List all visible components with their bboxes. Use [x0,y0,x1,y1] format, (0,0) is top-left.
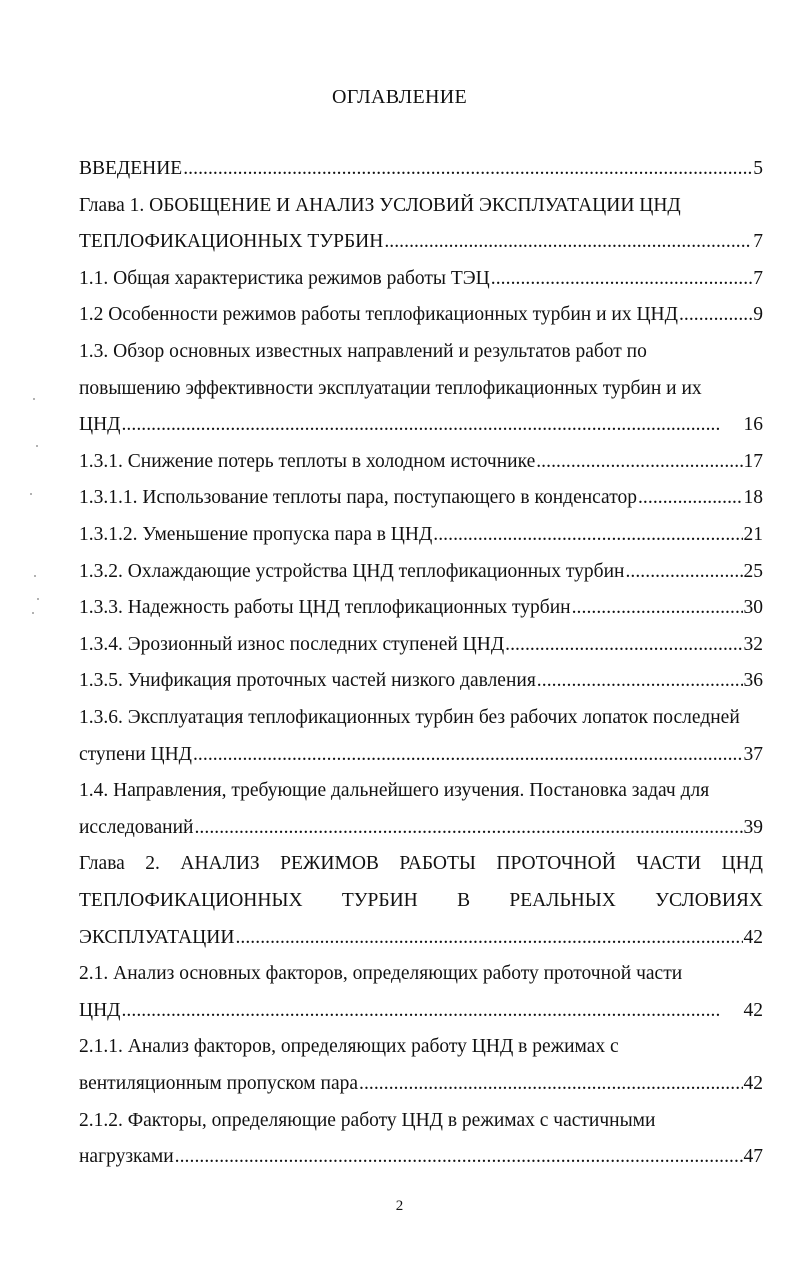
toc-line [79,1033,763,1061]
toc-entry-text: ЭКСПЛУАТАЦИИ [79,926,235,948]
dot-leader [121,411,742,439]
toc-word: АНАЛИЗ [180,853,260,875]
scan-speck [37,598,39,600]
toc-line [79,411,763,439]
dot-leader [175,1143,743,1171]
toc-word: 2. [145,853,160,875]
toc-line [79,155,763,183]
toc-word: ТУРБИН [341,890,418,911]
toc-entry-text: 1.3.2. Охлаждающие устройства ЦНД теплофикационных турбин [79,560,625,582]
dot-leader [193,741,743,769]
scan-speck [30,493,32,495]
toc-entry-text: 1.3.1. Снижение потерь теплоты в холодном источнике [79,450,536,472]
toc-entry-text: ВВЕДЕНИЕ [79,158,183,179]
toc-page-number: 17 [743,450,763,472]
toc-line [79,777,763,805]
toc-line [79,924,763,952]
toc-line [79,228,763,256]
toc-page-number: 42 [743,1073,763,1094]
toc-entry-text: 1.3.1.1. Использование теплоты пара, поступающего в конденсатор [79,487,637,509]
dot-leader [679,301,752,329]
toc-line [79,631,763,659]
toc-entry-text: 1.3.3. Надежность работы ЦНД теплофикационных турбин [79,597,571,619]
toc-line [79,960,763,988]
toc-line [79,814,763,842]
page-number: 2 [395,1198,404,1214]
toc-line [79,521,763,549]
toc-entry-text: ступени ЦНД [79,743,192,765]
scan-speck [32,612,34,614]
toc-entry-text: ЦНД [79,999,121,1021]
toc-page-number: 9 [753,304,763,326]
toc-page-number: 21 [743,524,763,545]
toc-entry-text: вентиляционным пропуском пара [79,1073,358,1094]
toc-word: УСЛОВИЯХ [655,890,763,911]
toc-line [79,448,763,476]
dot-leader [505,631,742,659]
toc-line [79,301,763,329]
toc-page-number: 42 [743,999,763,1021]
toc-word: РАБОТЫ [399,853,476,875]
toc-entry-text: 1.4. Направления, требующие дальнейшего изучения. Постановка задач для [79,780,710,802]
toc-entry-text: 1.3.1.2. Уменьшение пропуска пара в ЦНД [79,524,433,545]
toc-word: ПРОТОЧНОЙ [496,853,616,875]
toc-page-number: 25 [743,560,763,582]
dot-leader [537,667,743,695]
toc-heading: ОГЛАВЛЕНИЕ [332,86,467,108]
toc-word: Глава [79,853,125,875]
dot-leader [121,997,742,1025]
toc-line [79,667,763,695]
toc-entry-text: 2.1.2. Факторы, определяющие работу ЦНД в режимах с частичными [79,1109,656,1131]
scan-speck [36,445,38,447]
dot-leader [384,228,752,256]
toc-line [79,192,763,220]
toc-entry-text: исследований [79,816,194,838]
toc-word: ЧАСТИ [636,853,702,875]
toc-entry-text: 1.3.4. Эрозионный износ последних ступеней ЦНД [79,633,505,655]
toc-page-number: 16 [743,414,763,436]
toc-line [79,997,763,1025]
toc-line [79,1143,763,1171]
toc-page-number: 18 [743,487,763,509]
toc-line [79,741,763,769]
dot-leader [536,448,742,476]
toc-entry-text: ЦНД [79,414,121,436]
toc-line [79,484,763,512]
toc-page-number: 5 [753,158,763,179]
toc-line [79,594,763,622]
toc-entry-text: повышению эффективности эксплуатации теплофикационных турбин и их [79,377,702,399]
scan-speck [34,575,36,577]
toc-entry-text: 2.1.1. Анализ факторов, определяющих работу ЦНД в режимах с [79,1036,619,1058]
toc-entry-text: 1.3. Обзор основных известных направлений и результатов работ по [79,341,647,362]
toc-line [79,850,763,878]
dot-leader [433,521,742,549]
toc-entry-text: 1.3.6. Эксплуатация теплофикационных турбин без рабочих лопаток последней [79,707,740,728]
toc-line [79,265,763,293]
toc-word: РЕАЛЬНЫХ [509,890,616,911]
toc-word: ТЕПЛОФИКАЦИОННЫХ [79,890,303,911]
toc-entry-text: 1.1. Общая характеристика режимов работы ТЭЦ [79,267,490,289]
toc-entry-text: 2.1. Анализ основных факторов, определяющих работу проточной части [79,963,683,985]
toc-page-number: 7 [753,231,763,253]
dot-leader [235,924,742,952]
toc-page-number: 36 [743,670,763,692]
toc-page-number: 39 [743,816,763,838]
dot-leader [194,814,742,842]
toc-line [79,887,763,915]
dot-leader [638,484,743,512]
toc-line [79,558,763,586]
toc-line [79,1070,763,1098]
toc-entry-text: Глава 1. ОБОБЩЕНИЕ И АНАЛИЗ УСЛОВИЙ ЭКСПЛУАТАЦИИ ЦНД [79,194,681,216]
toc-word: ЦНД [721,853,763,875]
toc-entry-text: нагрузками [79,1146,174,1168]
toc-line [79,338,763,366]
toc-line [79,704,763,732]
toc-line [79,1107,763,1135]
dot-leader [359,1070,743,1098]
toc-word: РЕЖИМОВ [280,853,379,875]
toc-page-number: 7 [753,267,763,289]
dot-leader [572,594,743,622]
dot-leader [183,155,752,183]
dot-leader [491,265,752,293]
toc-entry-text: 1.3.5. Унификация проточных частей низкого давления [79,670,536,692]
toc-word: В [457,890,471,911]
toc-page-number: 32 [743,633,763,655]
dot-leader [625,558,742,586]
toc-line [79,375,763,403]
scan-speck [33,398,35,400]
toc-page-number: 47 [743,1146,763,1168]
toc-page-number: 37 [743,743,763,765]
toc-entry-text: ТЕПЛОФИКАЦИОННЫХ ТУРБИН [79,231,384,253]
toc-page-number: 42 [743,926,763,948]
toc-entry-text: 1.2 Особенности режимов работы теплофикационных турбин и их ЦНД [79,304,678,326]
toc-page-number: 30 [743,597,763,619]
